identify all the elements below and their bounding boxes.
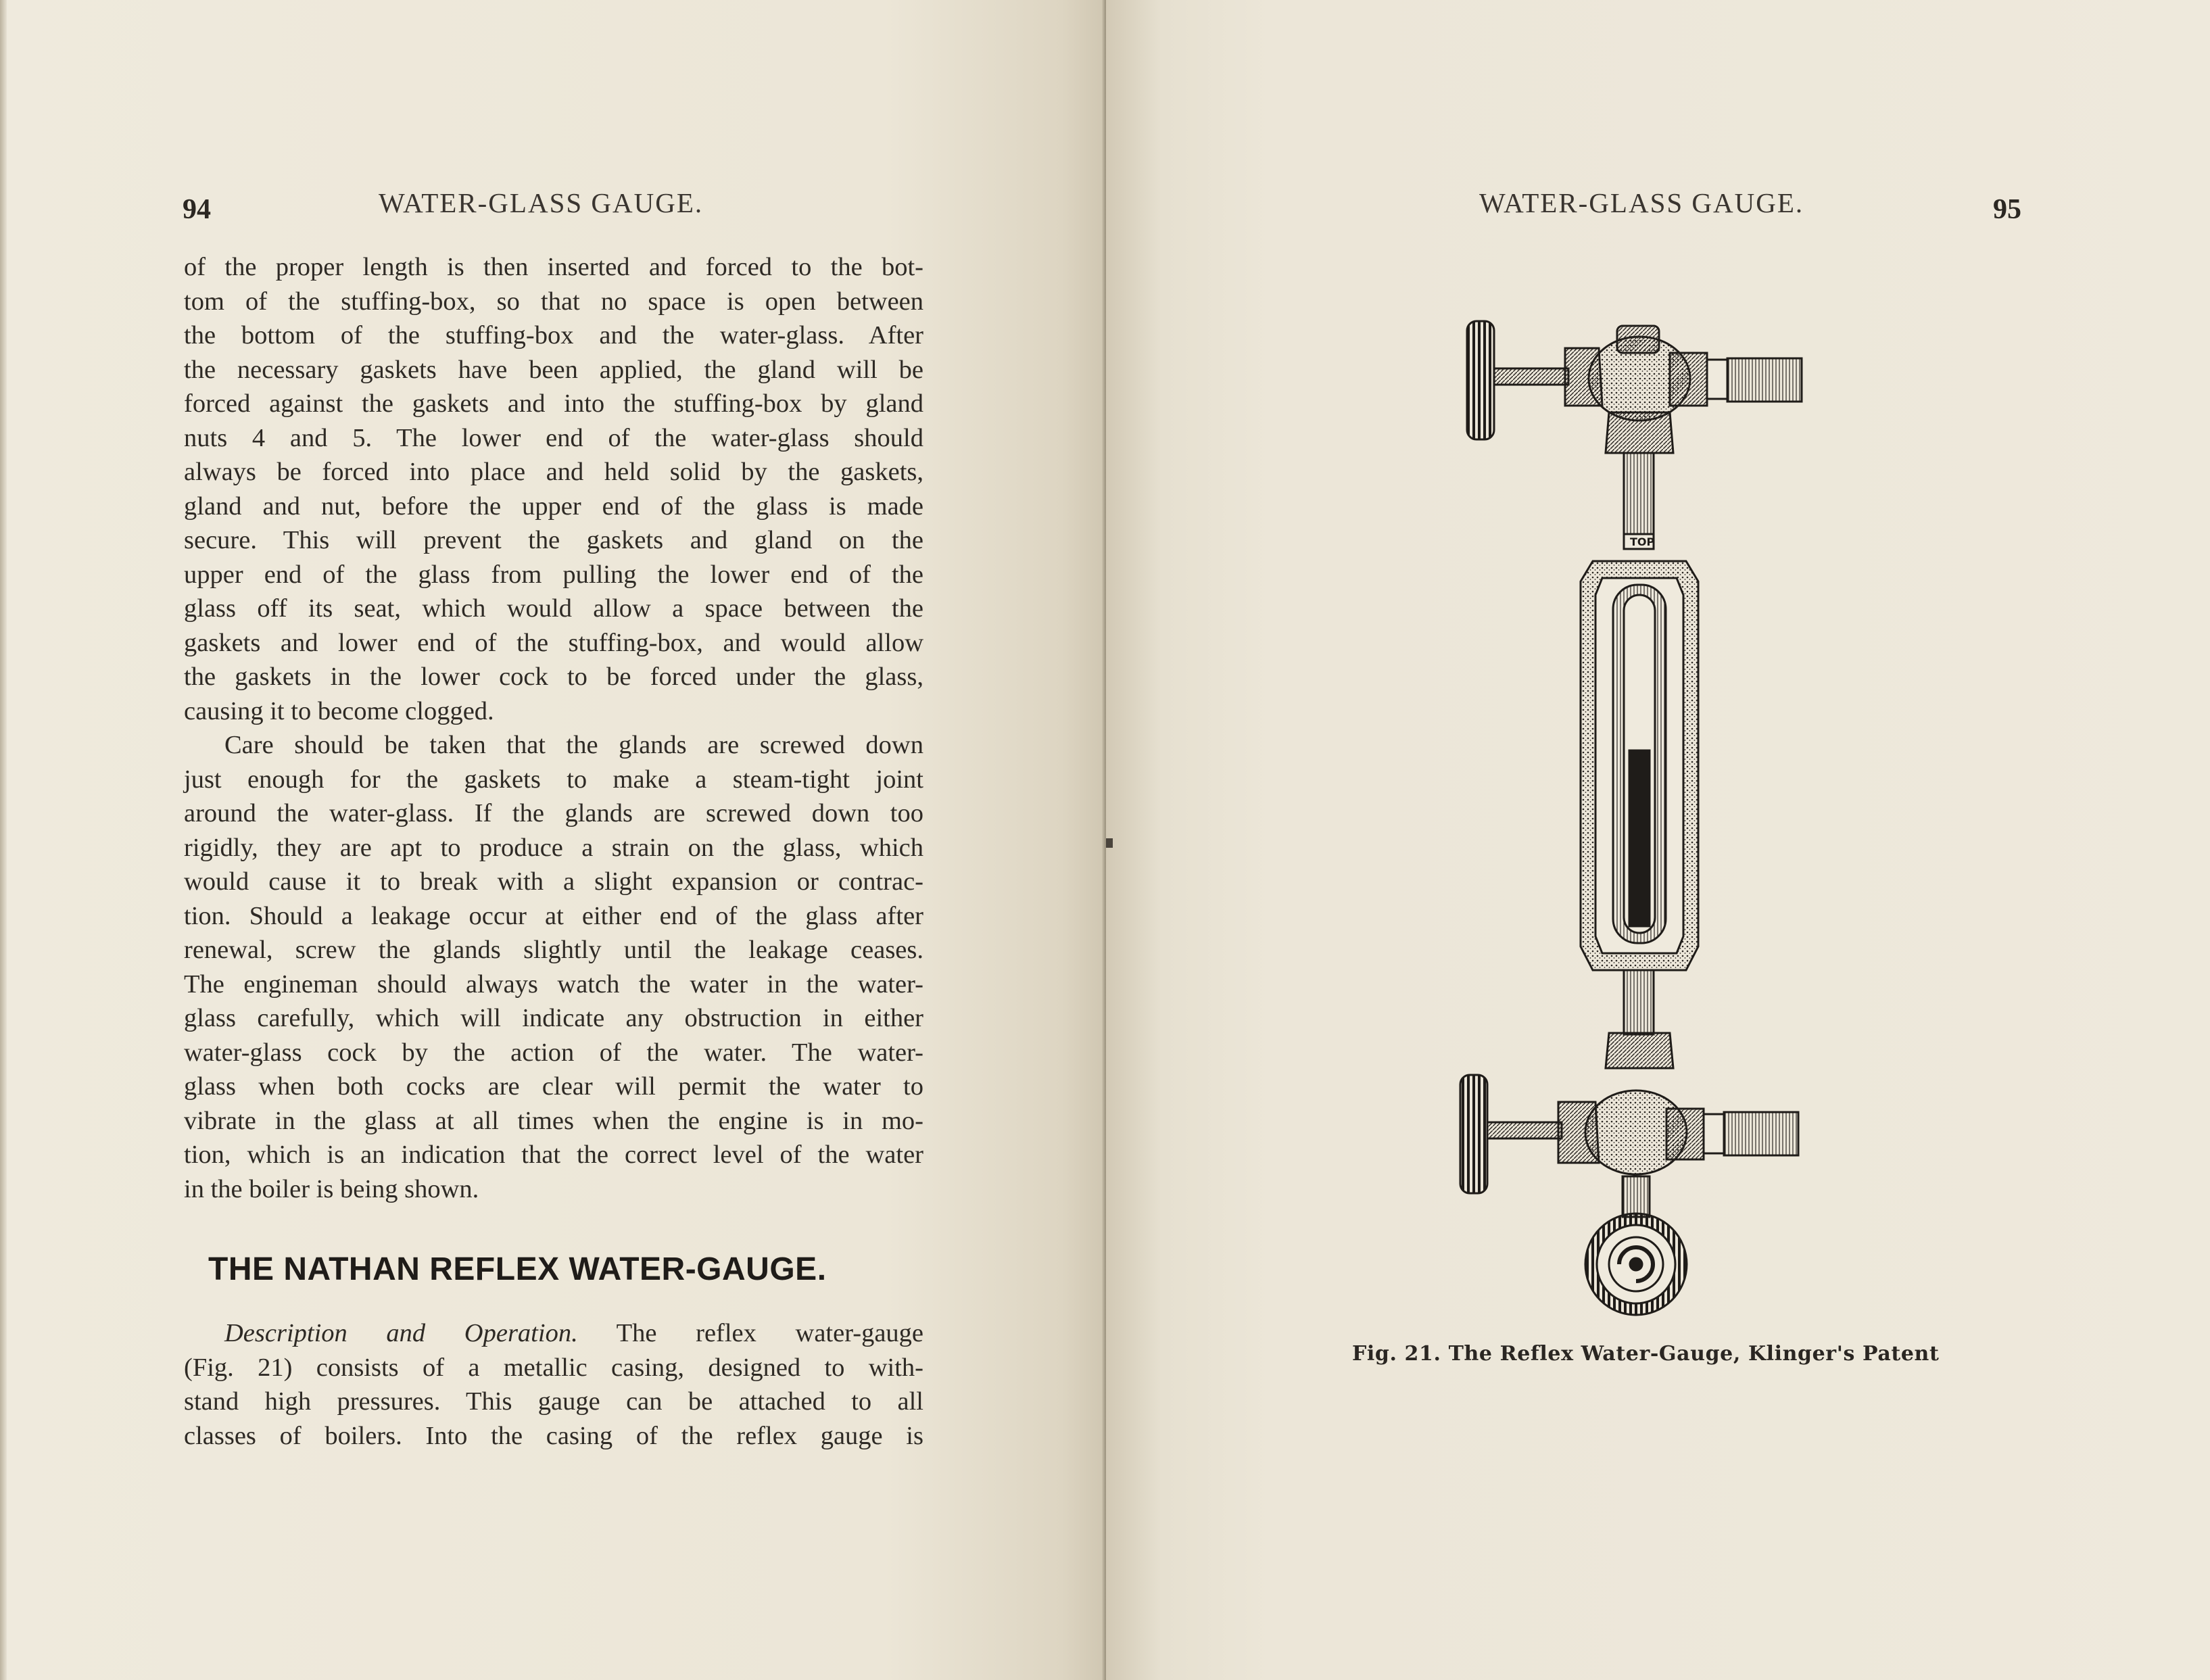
text-line: just enough for the gaskets to make a steam-tight joint: [184, 765, 923, 794]
paragraph-1: [184, 250, 923, 728]
text-line: upper end of the glass from pulling the lower end of the: [184, 560, 923, 589]
running-head-right: WATER-GLASS GAUGE.: [1479, 187, 1804, 218]
text-line: nuts 4 and 5. The lower end of the water-glass should: [184, 423, 923, 452]
lower-cock: [1460, 1033, 1798, 1315]
top-label: TOP: [1630, 535, 1655, 548]
text-line: secure. This will prevent the gaskets and gland on the: [184, 526, 923, 554]
section-heading: THE NATHAN REFLEX WATER-GAUGE.: [208, 1251, 827, 1287]
text-line: [184, 1316, 923, 1351]
reflex-water-gauge-illustration: [1440, 311, 1859, 1339]
text-line: glass when both cocks are clear will permit the water to: [184, 1072, 923, 1101]
text-line: tom of the stuffing-box, so that no space is open between: [184, 287, 923, 316]
upper-cock: [1467, 321, 1802, 548]
text-line: gland and nut, before the upper end of the glass is made: [184, 491, 923, 521]
text-line: classes of boilers. Into the casing of the reflex gauge is: [184, 1421, 923, 1450]
text-line: always be forced into place and held solid by the gaskets,: [184, 458, 923, 486]
figure-caption: Fig. 21. The Reflex Water-Gauge, Klinger's Patent: [1352, 1342, 1940, 1366]
page-number-right: 95: [1993, 194, 2021, 225]
text-line: water-glass cock by the action of the water. The water-: [184, 1038, 923, 1067]
paragraph-2: [184, 728, 923, 1206]
text-span: The reflex water-gauge: [577, 1319, 923, 1347]
text-line: around the water-glass. If the glands are screwed down too: [184, 799, 923, 827]
body-text: [184, 250, 923, 1206]
text-line: glass carefully, which will indicate any obstruction in either: [184, 1004, 923, 1032]
text-line: renewal, screw the glands slightly until the leakage ceases.: [184, 936, 923, 964]
gauge-body: [1581, 534, 1698, 1034]
text-line: the gaskets in the lower cock to be forced under the glass,: [184, 663, 923, 691]
text-line: glass off its seat, which would allow a space between the: [184, 594, 923, 623]
text-line: forced against the gaskets and into the stuffing-box by gland: [184, 389, 923, 418]
text-line: rigidly, they are apt to produce a strain on the glass, which: [184, 833, 923, 862]
text-line: the bottom of the stuffing-box and the water-glass. After: [184, 321, 923, 350]
paragraph-3-rest: [184, 1351, 923, 1454]
text-line: in the boiler is being shown.: [184, 1174, 479, 1203]
page-edge: [0, 0, 7, 1680]
run-in-heading: Description and Operation.: [224, 1319, 578, 1347]
text-line: gaskets and lower end of the stuffing-box, and would allow: [184, 628, 923, 657]
text-line: tion, which is an indication that the correct level of the water: [184, 1141, 923, 1169]
text-line: (Fig. 21) consists of a metallic casing, designed to with-: [184, 1353, 923, 1382]
text-line: would cause it to break with a slight expansion or contrac-: [184, 867, 923, 896]
text-line: Care should be taken that the glands are screwed down: [224, 731, 923, 759]
text-line: The engineman should always watch the water in the water-: [184, 969, 923, 999]
text-line: vibrate in the glass at all times when the engine is in mo-: [184, 1106, 923, 1135]
running-head-left: WATER-GLASS GAUGE.: [379, 187, 704, 218]
ink-speck: [1106, 838, 1113, 848]
text-line: tion. Should a leakage occur at either end of the glass after: [184, 901, 923, 930]
text-line: the necessary gaskets have been applied, the gland will be: [184, 355, 923, 384]
text-line: stand high pressures. This gauge can be attached to all: [184, 1387, 923, 1416]
text-line: of the proper length is then inserted and forced to the bot-: [184, 253, 923, 281]
text-line: causing it to become clogged.: [184, 696, 494, 725]
page-number-left: 94: [183, 194, 211, 225]
paragraph-3: [184, 1316, 923, 1453]
